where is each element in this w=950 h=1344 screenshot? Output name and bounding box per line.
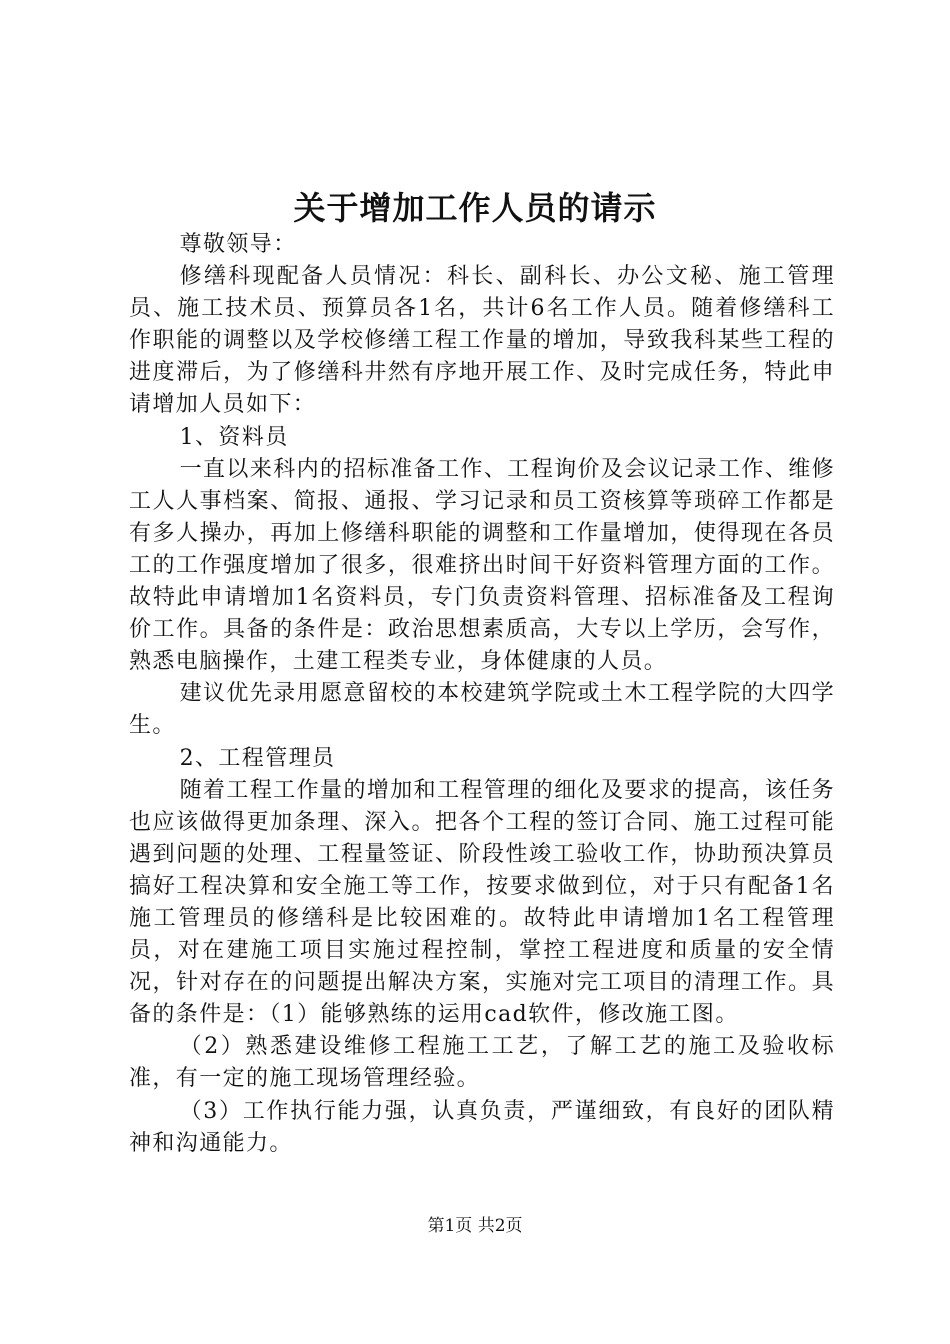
page-number-footer: 第1页 共2页 — [427, 1216, 523, 1236]
section-heading-project-manager: 2、工程管理员 — [179, 745, 336, 771]
paragraph-archivist-duties: 一直以来科内的招标准备工作、工程询价及会议记录工作、维修工人人事档案、简报、通报、学习记录和员工资核算等琐碎工作都是有多人操办，再加上修缮科职能的调整和工作量增加，使得现在各员工的工作强度增加了很多，很难挤出时间干好资料管理方面的工作。故特此申请增加1名资料员，专门负责资料管理、招标准备及工程询价工作。具备的条件是：政治思想素质高，大专以上学历，会写作，熟悉电脑操作，土建工程类专业，身体健康的人员。 — [129, 456, 835, 675]
section-heading-archivist: 1、资料员 — [179, 424, 289, 450]
paragraph-staffing-overview: 修缮科现配备人员情况：科长、副科长、办公文秘、施工管理员、施工技术员、预算员各1名，共计6名工作人员。随着修缮科工作职能的调整以及学校修缮工程工作量的增加，导致我科某些工程的进度滞后，为了修缮科井然有序地开展工作、及时完成任务，特此申请增加人员如下： — [129, 264, 835, 418]
paragraph-archivist-recommendation: 建议优先录用愿意留校的本校建筑学院或土木工程学院的大四学生。 — [129, 681, 835, 739]
paragraph-project-manager-duties: 随着工程工作量的增加和工程管理的细化及要求的提高，该任务也应该做得更加条理、深入。把各个工程的签订合同、施工过程可能遇到问题的处理、工程量签证、阶段性竣工验收工作，协助预决算员搞好工程决算和安全施工等工作，按要求做到位，对于只有配备1名施工管理员的修缮科是比较困难的。故特此申请增加1名工程管理员，对在建施工项目实施过程控制，掌控工程进度和质量的安全情况，针对存在的问题提出解决方案，实施对完工项目的清理工作。具备的条件是：（1）能够熟练的运用cad软件，修改施工图。 — [129, 777, 835, 1028]
paragraph-requirement-2: （2）熟悉建设维修工程施工工艺，了解工艺的施工及验收标准，有一定的施工现场管理经验。 — [129, 1034, 835, 1092]
document-title: 关于增加工作人员的请示 — [293, 189, 657, 227]
paragraph-requirement-3: （3）工作执行能力强，认真负责，严谨细致，有良好的团队精神和沟通能力。 — [129, 1098, 835, 1156]
document-body — [129, 229, 835, 1160]
salutation: 尊敬领导： — [179, 232, 297, 257]
